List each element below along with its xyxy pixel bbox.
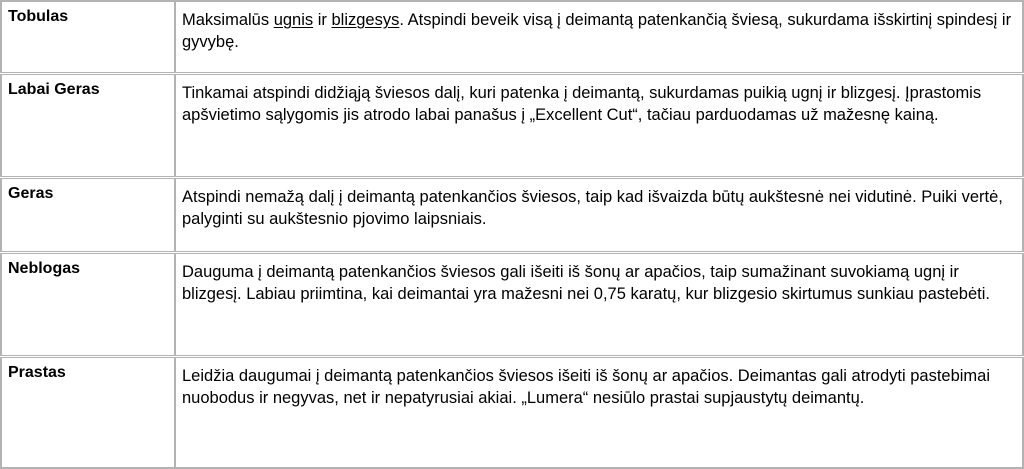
grade-description-cell [175, 1, 1023, 73]
table-row-very-good [1, 73, 1023, 177]
grade-label: Prastas [8, 363, 66, 381]
link-ugnis[interactable]: ugnis [273, 11, 314, 29]
grade-description-cell [175, 356, 1023, 468]
grade-label: Labai Geras [8, 80, 100, 98]
grade-label: Geras [8, 184, 54, 202]
grade-label-cell [1, 1, 175, 73]
grade-description-cell [175, 252, 1023, 356]
grade-label-cell [1, 252, 175, 356]
table-row-excellent [1, 1, 1023, 73]
grade-description: Tinkamai atspindi didžiąją šviesos dalį, kuri patenka į deimantą, sukurdamas puikią ugnį ir blizgesį. Įprastomis apšvietimo sąlygomis jis atrodo labai panašus į „Excellent Cut“, tačiau parduodamas už mažesnę kainą. [182, 83, 982, 124]
link-blizgesys[interactable]: blizgesys [331, 11, 400, 29]
grade-description-cell [175, 177, 1023, 252]
grade-label-cell [1, 73, 175, 177]
grade-description: Atspindi nemažą dalį į deimantą patenkančios šviesos, taip kad išvaizda būtų aukštesnė nei vidutinė. Puiki vertė, palyginti su aukštesnio pjovimo laipsniais. [182, 187, 1003, 228]
grade-description: Leidžia daugumai į deimantą patenkančios šviesos išeiti iš šonų ar apačios. Deimantas gali atrodyti pastebimai nuobodus ir negyvas, net ir nepatyrusiai akiai. „Lumera“ nesiūlo prastai supjaustytų deimantų. [182, 366, 991, 407]
grade-label-cell [1, 356, 175, 468]
table-row-good [1, 177, 1023, 252]
table-row-poor [1, 356, 1023, 468]
grade-label: Tobulas [8, 8, 69, 25]
table-row-fair [1, 252, 1023, 356]
grade-label: Neblogas [8, 259, 81, 277]
grade-label-cell [1, 177, 175, 252]
grade-description: Dauguma į deimantą patenkančios šviesos gali išeiti iš šonų ar apačios, taip sumažinant suvokiamą ugnį ir blizgesį. Labiau priimtina, kai deimantai yra mažesni nei 0,75 karatų, kur blizgesio skirtumus sunkiau pastebėti. [182, 262, 990, 303]
grade-description: Maksimalūs ugnis ir blizgesys. Atspindi beveik visą į deimantą patenkančią šviesą, sukurdama išskirtinį spindesį ir gyvybę. [182, 11, 1012, 51]
grade-description-cell [175, 73, 1023, 177]
